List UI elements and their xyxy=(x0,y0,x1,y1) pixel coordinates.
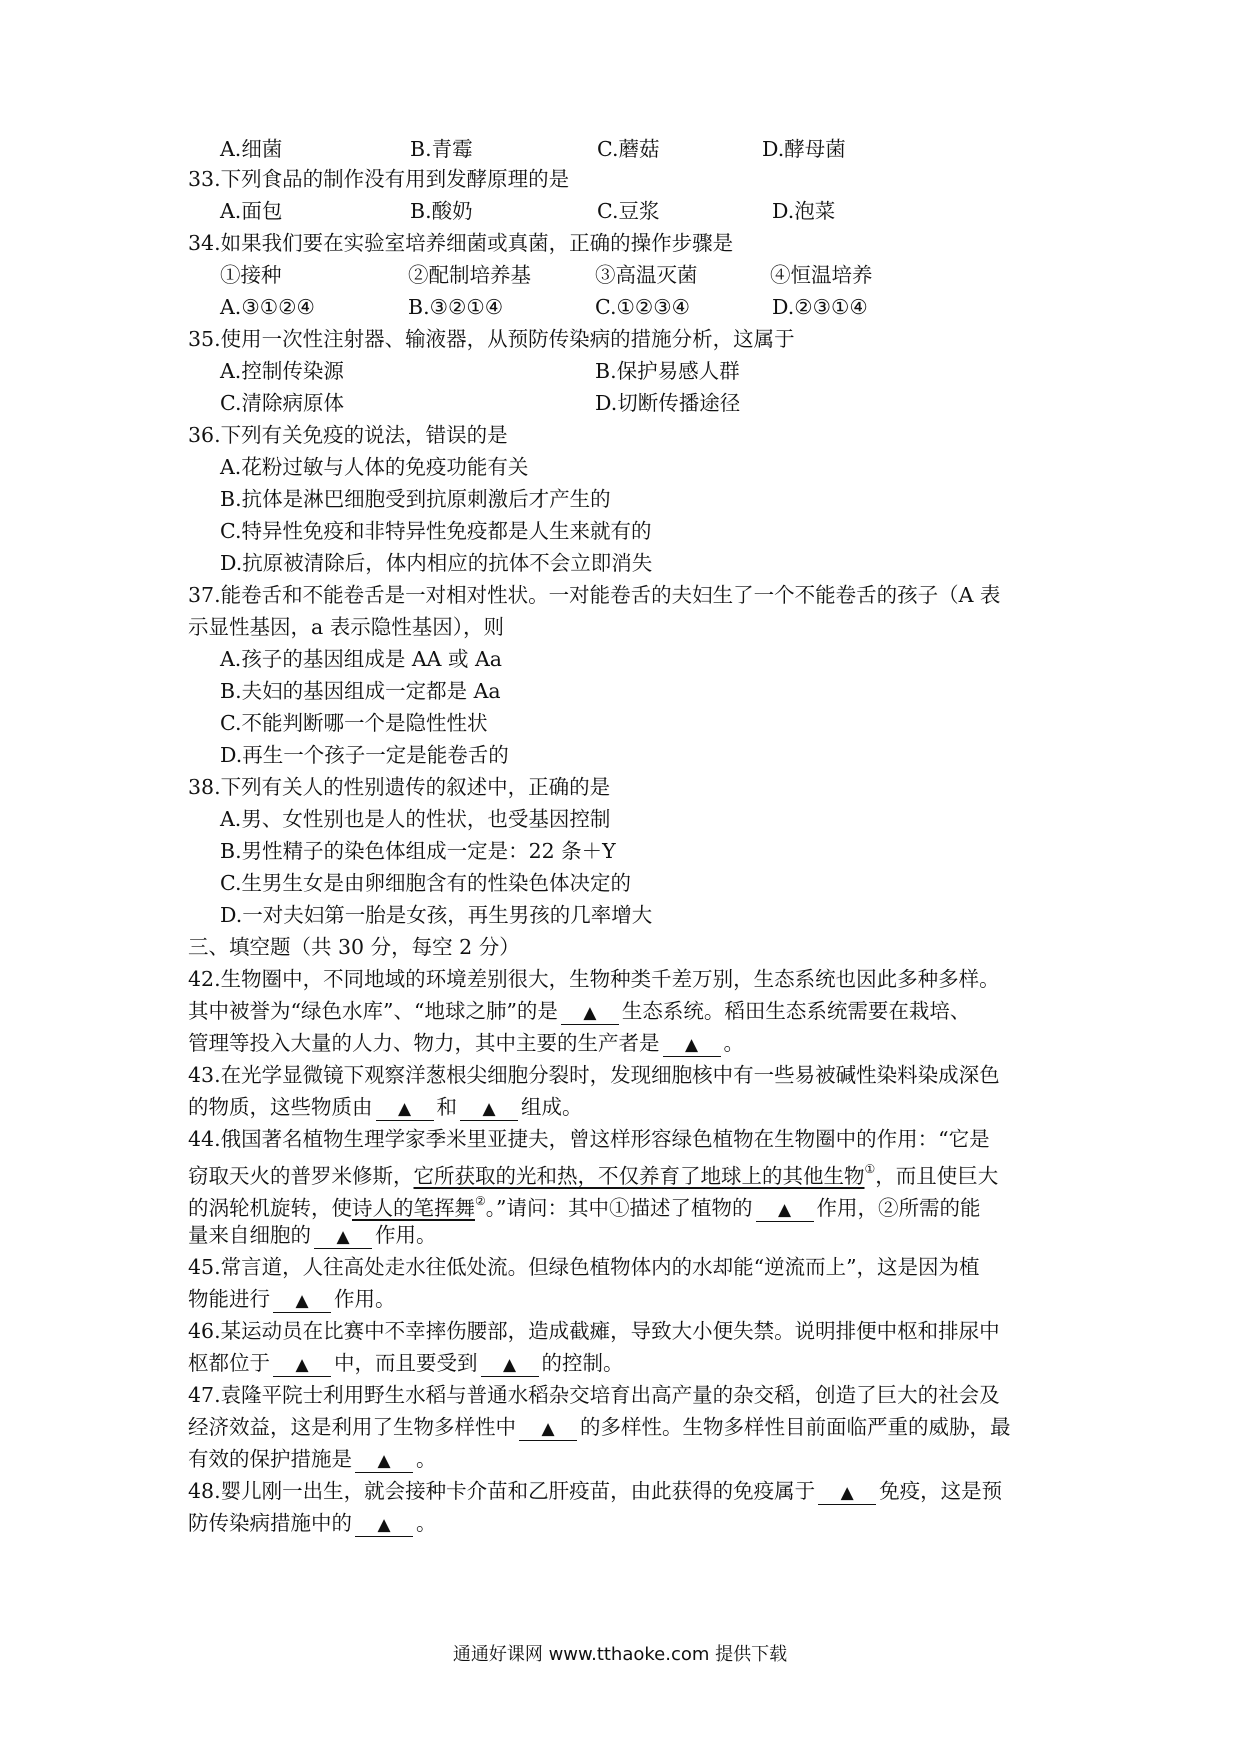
q38-option-b: B.男性精子的染色体组成一定是：22 条＋Y xyxy=(220,839,616,863)
q47-line2: 经济效益，这是利用了生物多样性中 ▲ 的多样性。生物多样性目前面临严重的威胁，最 xyxy=(188,1415,1011,1439)
q33-option-a: A.面包 xyxy=(220,199,283,223)
q34-option-d: D.②③①④ xyxy=(772,295,868,319)
q48-line1: 48.婴儿刚一出生，就会接种卡介苗和乙肝疫苗，由此获得的免疫属于 ▲ 免疫，这是预 xyxy=(188,1479,1003,1503)
answer-blank[interactable]: ▲ xyxy=(481,1354,539,1377)
q34-option-a: A.③①②④ xyxy=(220,295,315,319)
q35-option-a: A.控制传染源 xyxy=(220,359,344,383)
q37-option-b: B.夫妇的基因组成一定都是 Aa xyxy=(220,679,501,703)
q44-line3: 的涡轮机旋转，使诗人的笔挥舞②。”请问：其中①描述了植物的 ▲ 作用，②所需的能 xyxy=(188,1194,981,1220)
q37-stem-line1: 37.能卷舌和不能卷舌是一对相对性状。一对能卷舌的夫妇生了一个不能卷舌的孩子（A 表 xyxy=(188,583,1001,607)
q32-option-b: B.青霉 xyxy=(410,137,473,161)
q34-option-b: B.③②①④ xyxy=(408,295,504,319)
q42-line3: 管理等投入大量的人力、物力，其中主要的生产者是 ▲ 。 xyxy=(188,1031,744,1055)
q45-line1: 45.常言道，人往高处走水往低处流。但绿色植物体内的水却能“逆流而上”，这是因为植 xyxy=(188,1255,980,1279)
q35-option-b: B.保护易感人群 xyxy=(595,359,740,383)
answer-blank[interactable]: ▲ xyxy=(314,1226,372,1249)
q46-line2: 枢都位于 ▲ 中，而且要受到 ▲ 的控制。 xyxy=(188,1351,624,1375)
q33-option-d: D.泡菜 xyxy=(772,199,836,223)
q47-line1: 47.袁隆平院士利用野生水稻与普通水稻杂交培育出高产量的杂交稻，创造了巨大的社会及 xyxy=(188,1383,1000,1407)
q37-option-d: D.再生一个孩子一定是能卷舌的 xyxy=(220,743,509,767)
answer-blank[interactable]: ▲ xyxy=(355,1450,413,1473)
q47-line3: 有效的保护措施是 ▲ 。 xyxy=(188,1447,437,1471)
q42-line1: 42.生物圈中，不同地域的环境差别很大，生物种类千差万别，生态系统也因此多种多样。 xyxy=(188,967,1000,991)
q42-line2: 其中被誉为“绿色水库”、“地球之肺”的是 ▲ 生态系统。稻田生态系统需要在栽培、 xyxy=(188,999,971,1023)
q36-stem: 36.下列有关免疫的说法，错误的是 xyxy=(188,423,508,447)
q34-option-c: C.①②③④ xyxy=(595,295,690,319)
q33-option-c: C.豆浆 xyxy=(597,199,660,223)
answer-blank[interactable]: ▲ xyxy=(273,1290,331,1313)
q36-option-a: A.花粉过敏与人体的免疫功能有关 xyxy=(220,455,529,479)
q46-line1: 46.某运动员在比赛中不幸摔伤腰部，造成截瘫，导致大小便失禁。说明排便中枢和排尿中 xyxy=(188,1319,1000,1343)
q33-stem: 33.下列食品的制作没有用到发酵原理的是 xyxy=(188,167,570,191)
q35-option-d: D.切断传播途径 xyxy=(595,391,741,415)
q45-line2: 物能进行 ▲ 作用。 xyxy=(188,1287,396,1311)
q44-line1: 44.俄国著名植物生理学家季米里亚捷夫，曾这样形容绿色植物在生物圈中的作用：“它是 xyxy=(188,1127,990,1151)
q35-stem: 35.使用一次性注射器、输液器，从预防传染病的措施分析，这属于 xyxy=(188,327,795,351)
q36-option-d: D.抗原被清除后，体内相应的抗体不会立即消失 xyxy=(220,551,653,575)
answer-blank[interactable]: ▲ xyxy=(818,1482,876,1505)
q44-line2: 窃取天火的普罗米修斯，它所获取的光和热，不仅养育了地球上的其他生物①，而且使巨大 xyxy=(188,1162,999,1188)
q43-line2: 的物质，这些物质由 ▲ 和 ▲ 组成。 xyxy=(188,1095,583,1119)
q34-step-4: ④恒温培养 xyxy=(770,263,873,287)
answer-blank[interactable]: ▲ xyxy=(355,1514,413,1537)
page-footer: 通通好课网 www.tthaoke.com 提供下载 xyxy=(452,1644,788,1665)
q32-option-c: C.蘑菇 xyxy=(597,137,660,161)
q32-option-a: A.细菌 xyxy=(220,137,283,161)
q38-stem: 38.下列有关人的性别遗传的叙述中，正确的是 xyxy=(188,775,611,799)
q34-step-2: ②配制培养基 xyxy=(408,263,531,287)
q37-option-a: A.孩子的基因组成是 AA 或 Aa xyxy=(220,647,503,671)
q34-stem: 34.如果我们要在实验室培养细菌或真菌，正确的操作步骤是 xyxy=(188,231,734,255)
answer-blank[interactable]: ▲ xyxy=(561,1002,619,1025)
q34-step-3: ③高温灭菌 xyxy=(595,263,698,287)
answer-blank[interactable]: ▲ xyxy=(273,1354,331,1377)
q38-option-a: A.男、女性别也是人的性状，也受基因控制 xyxy=(220,807,611,831)
q38-option-c: C.生男生女是由卵细胞含有的性染色体决定的 xyxy=(220,871,631,895)
q34-step-1: ①接种 xyxy=(220,263,282,287)
q37-option-c: C.不能判断哪一个是隐性性状 xyxy=(220,711,488,735)
q38-option-d: D.一对夫妇第一胎是女孩，再生男孩的几率增大 xyxy=(220,903,653,927)
answer-blank[interactable]: ▲ xyxy=(663,1034,721,1057)
answer-blank[interactable]: ▲ xyxy=(519,1418,577,1441)
section-heading: 三、填空题（共 30 分，每空 2 分） xyxy=(188,935,520,959)
q48-line2: 防传染病措施中的 ▲ 。 xyxy=(188,1511,437,1535)
q44-line4: 量来自细胞的 ▲ 作用。 xyxy=(188,1223,437,1247)
q36-option-c: C.特异性免疫和非特异性免疫都是人生来就有的 xyxy=(220,519,652,543)
q36-option-b: B.抗体是淋巴细胞受到抗原刺激后才产生的 xyxy=(220,487,611,511)
q33-option-b: B.酸奶 xyxy=(410,199,473,223)
q37-stem-line2: 示显性基因，a 表示隐性基因），则 xyxy=(188,615,504,639)
q35-option-c: C.清除病原体 xyxy=(220,391,344,415)
answer-blank[interactable]: ▲ xyxy=(460,1098,518,1121)
q43-line1: 43.在光学显微镜下观察洋葱根尖细胞分裂时，发现细胞核中有一些易被碱性染料染成深色 xyxy=(188,1063,1000,1087)
answer-blank[interactable]: ▲ xyxy=(756,1199,814,1222)
answer-blank[interactable]: ▲ xyxy=(376,1098,434,1121)
q32-option-d: D.酵母菌 xyxy=(762,137,846,161)
